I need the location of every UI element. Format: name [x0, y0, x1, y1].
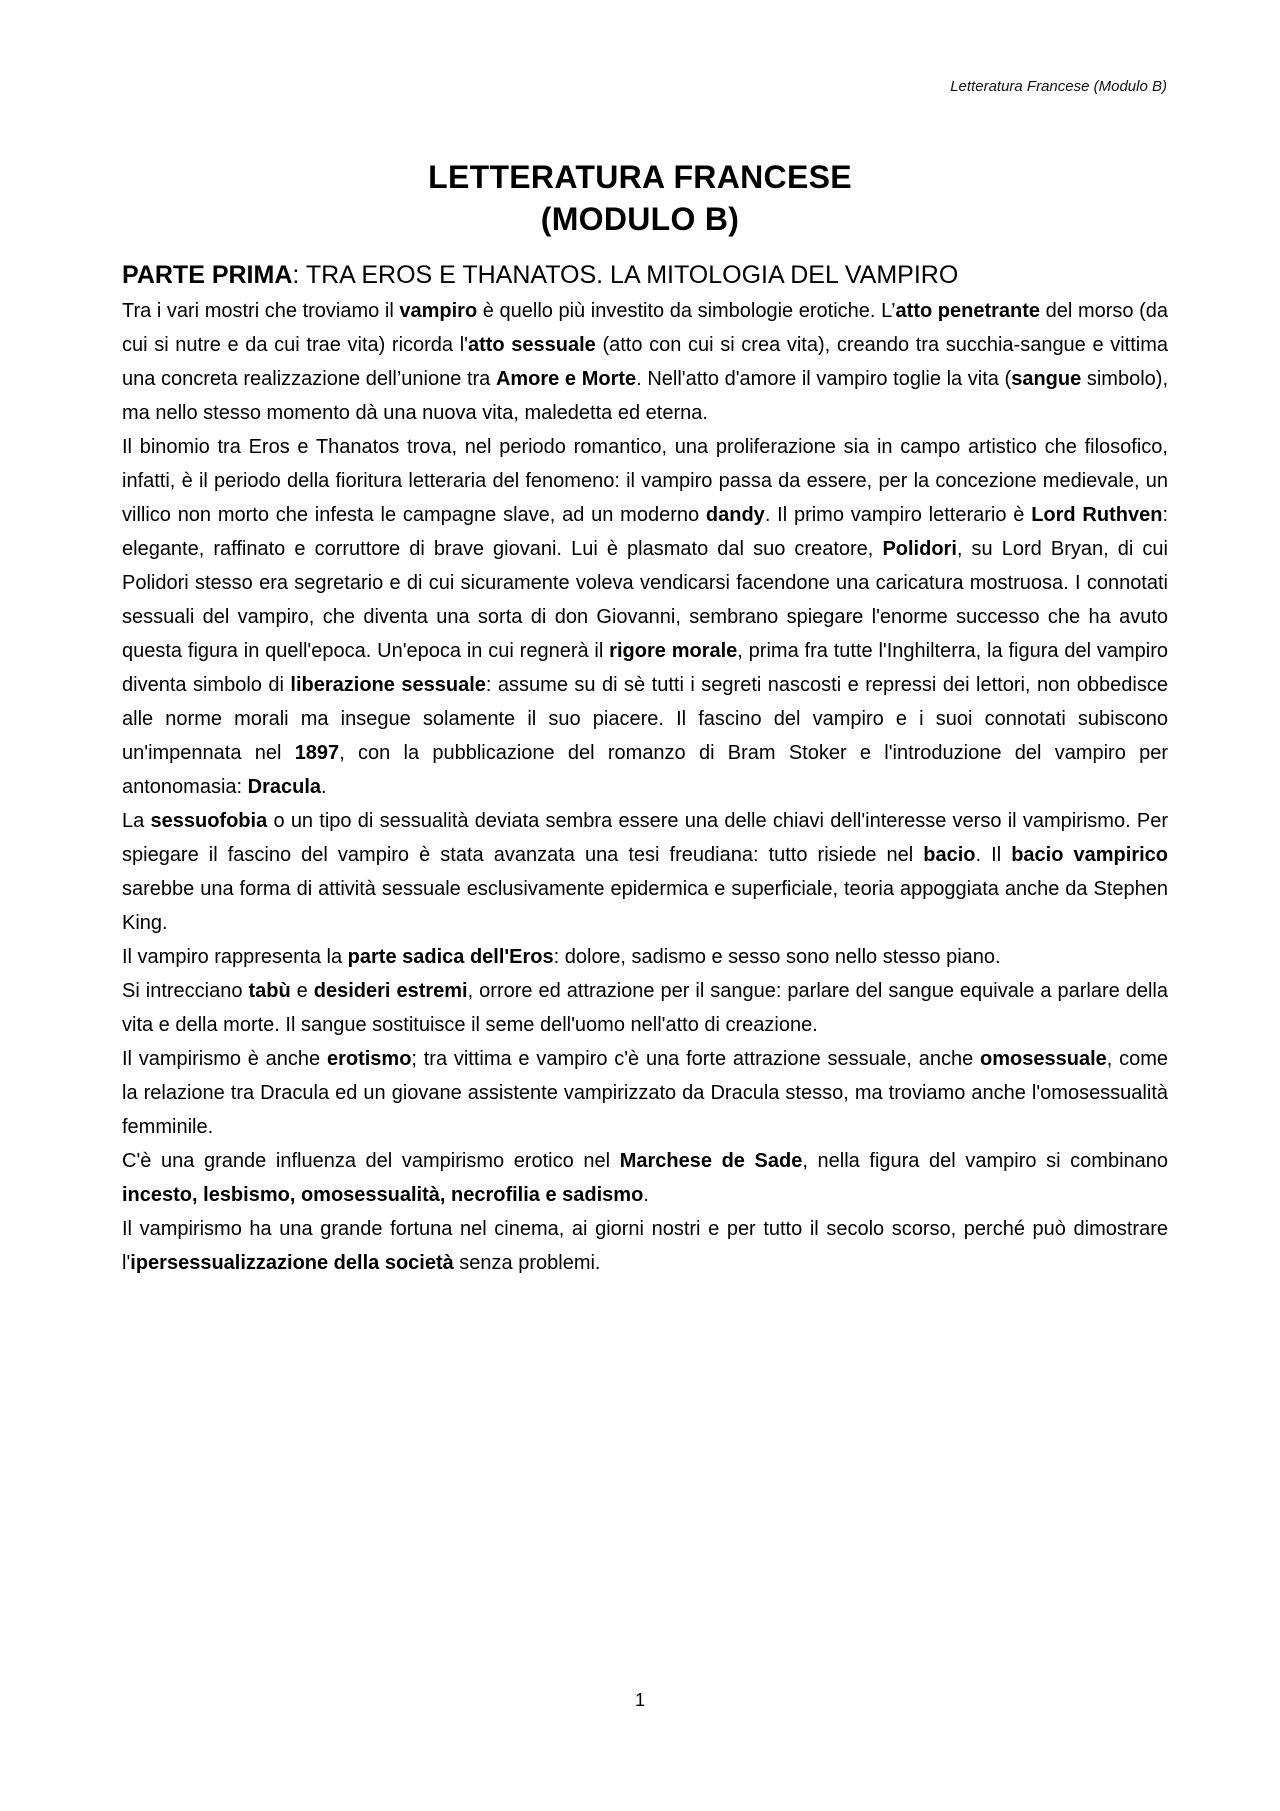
paragraph — [122, 1042, 1168, 1144]
bold-text-run: Dracula — [247, 776, 322, 798]
text-run: senza problemi. — [453, 1252, 601, 1274]
section-heading-text: : TRA EROS E THANATOS. LA MITOLOGIA DEL VAMPIRO — [292, 261, 959, 289]
paragraph — [122, 804, 1168, 940]
text-run: Il binomio tra Eros e Thanatos trova, nel periodo romantico, una proliferazione sia in campo artistico che filosofico, infatti, è il periodo della fioritura letteraria del fenomeno: il vampiro passa da essere, per la concezione medievale, un villico non morto che infesta le campagne slave, ad un moderno — [122, 436, 1168, 526]
paragraph — [122, 1144, 1168, 1212]
bold-text-run: atto sessuale — [467, 334, 596, 356]
text-run: . Il — [975, 844, 1012, 866]
bold-text-run: parte sadica dell'Eros — [347, 946, 554, 968]
bold-text-run: sangue — [1011, 368, 1082, 390]
bold-text-run: rigore morale — [609, 640, 738, 662]
bold-text-run: sessuofobia — [150, 810, 268, 832]
text-run: : assume su di sè tutti i segreti nascosti e repressi dei lettori, non obbedisce alle norme morali ma insegue solamente il suo piacere. Il fascino del vampiro e i suoi connotati subiscono un'impennata nel — [122, 674, 1168, 764]
paragraph — [122, 974, 1168, 1042]
paragraph — [122, 940, 1168, 974]
bold-text-run: Polidori — [882, 538, 957, 560]
text-run: simbolo), ma nello stesso momento dà una nuova vita, maledetta ed eterna. — [122, 368, 1168, 424]
text-run: sarebbe una forma di attività sessuale esclusivamente epidermica e superficiale, teoria appoggiata anche da Stephen King. — [122, 878, 1168, 934]
text-run: , orrore ed attrazione per il sangue: parlare del sangue equivale a parlare della vita e della morte. Il sangue sostituisce il seme dell'uomo nell'atto di creazione. — [122, 980, 1168, 1036]
paragraph — [122, 430, 1168, 804]
section-heading-label: PARTE PRIMA — [122, 261, 293, 289]
paragraph-list — [122, 294, 1168, 1280]
bold-text-run: bacio — [923, 844, 976, 866]
bold-text-run: Marchese de Sade — [619, 1150, 803, 1172]
text-run: (atto con cui si crea vita), creando tra succhia-sangue e vittima una concreta realizzazione dell’unione tra — [122, 334, 1169, 390]
text-run: , come la relazione tra Dracula ed un giovane assistente vampirizzato da Dracula stesso, ma troviamo anche l'omosessualità femminile. — [122, 1048, 1168, 1138]
text-run: , prima fra tutte l'Inghilterra, la figura del vampiro diventa simbolo di — [122, 640, 1168, 696]
text-run: Il vampiro rappresenta la — [122, 946, 348, 968]
bold-text-run: vampiro — [399, 300, 478, 322]
text-run: , su Lord Bryan, di cui Polidori stesso era segretario e di cui sicuramente voleva vendicarsi facendone una caricatura mostruosa. I connotati sessuali del vampiro, che diventa una sorta di don Giovanni, sembrano spiegare l'enorme successo che ha avuto questa figura in quell'epoca. Un'epoca in cui regnerà il — [122, 538, 1168, 662]
running-header: Letteratura Francese (Modulo B) — [950, 78, 1167, 95]
title-block — [0, 156, 1280, 240]
page-number: 1 — [634, 1690, 645, 1710]
text-run: . Nell'atto d'amore il vampiro toglie la vita ( — [636, 368, 1012, 390]
text-run: . Il primo vampiro letterario è — [764, 504, 1032, 526]
bold-text-run: ipersessualizzazione della società — [130, 1252, 454, 1274]
bold-text-run: Amore e Morte — [495, 368, 637, 390]
paragraph — [122, 294, 1168, 430]
text-run: La — [122, 810, 151, 832]
text-run: è quello più investito da simbologie erotiche. L’ — [477, 300, 896, 322]
bold-text-run: incesto, lesbismo, omosessualità, necrofilia e sadismo — [122, 1184, 644, 1206]
text-run: , con la pubblicazione del romanzo di Bram Stoker e l'introduzione del vampiro per antonomasia: — [122, 742, 1169, 798]
document-body — [122, 258, 1168, 1280]
document-title-line-2: (MODULO B) — [540, 201, 740, 237]
text-run: Si intrecciano — [122, 980, 249, 1002]
document-title-line-1: LETTERATURA FRANCESE — [428, 159, 852, 195]
text-run: o un tipo di sessualità deviata sembra essere una delle chiavi dell'interesse verso il vampirismo. Per spiegare il fascino del vampiro è stata avanzata una tesi freudiana: tutto risiede nel — [122, 810, 1168, 866]
bold-text-run: Lord Ruthven — [1031, 504, 1163, 526]
paragraph — [122, 1212, 1168, 1280]
text-run: e — [290, 980, 314, 1002]
text-run: . — [643, 1184, 649, 1206]
bold-text-run: liberazione sessuale — [290, 674, 486, 696]
text-run: C'è una grande influenza del vampirismo erotico nel — [122, 1150, 620, 1172]
section-heading — [122, 258, 1168, 292]
text-run: . — [321, 776, 327, 798]
bold-text-run: atto penetrante — [895, 300, 1041, 322]
bold-text-run: dandy — [705, 504, 765, 526]
text-run: : elegante, raffinato e corruttore di brave giovani. Lui è plasmato dal suo creatore, — [122, 504, 1168, 560]
text-run: Il vampirismo è anche — [122, 1048, 327, 1070]
bold-text-run: bacio vampirico — [1011, 844, 1168, 866]
bold-text-run: omosessuale — [980, 1048, 1107, 1070]
text-run: : dolore, sadismo e sesso sono nello stesso piano. — [553, 946, 1001, 968]
bold-text-run: 1897 — [294, 742, 340, 764]
bold-text-run: tabù — [248, 980, 291, 1002]
text-run: Tra i vari mostri che troviamo il — [122, 300, 400, 322]
text-run: del morso (da cui si nutre e da cui trae vita) ricorda l' — [122, 300, 1169, 356]
text-run: Il vampirismo ha una grande fortuna nel cinema, ai giorni nostri e per tutto il secolo scorso, perché può dimostrare l' — [122, 1218, 1168, 1274]
text-run: ; tra vittima e vampiro c'è una forte attrazione sessuale, anche — [411, 1048, 981, 1070]
text-run: , nella figura del vampiro si combinano — [802, 1150, 1169, 1172]
bold-text-run: desideri estremi — [313, 980, 468, 1002]
bold-text-run: erotismo — [326, 1048, 412, 1070]
